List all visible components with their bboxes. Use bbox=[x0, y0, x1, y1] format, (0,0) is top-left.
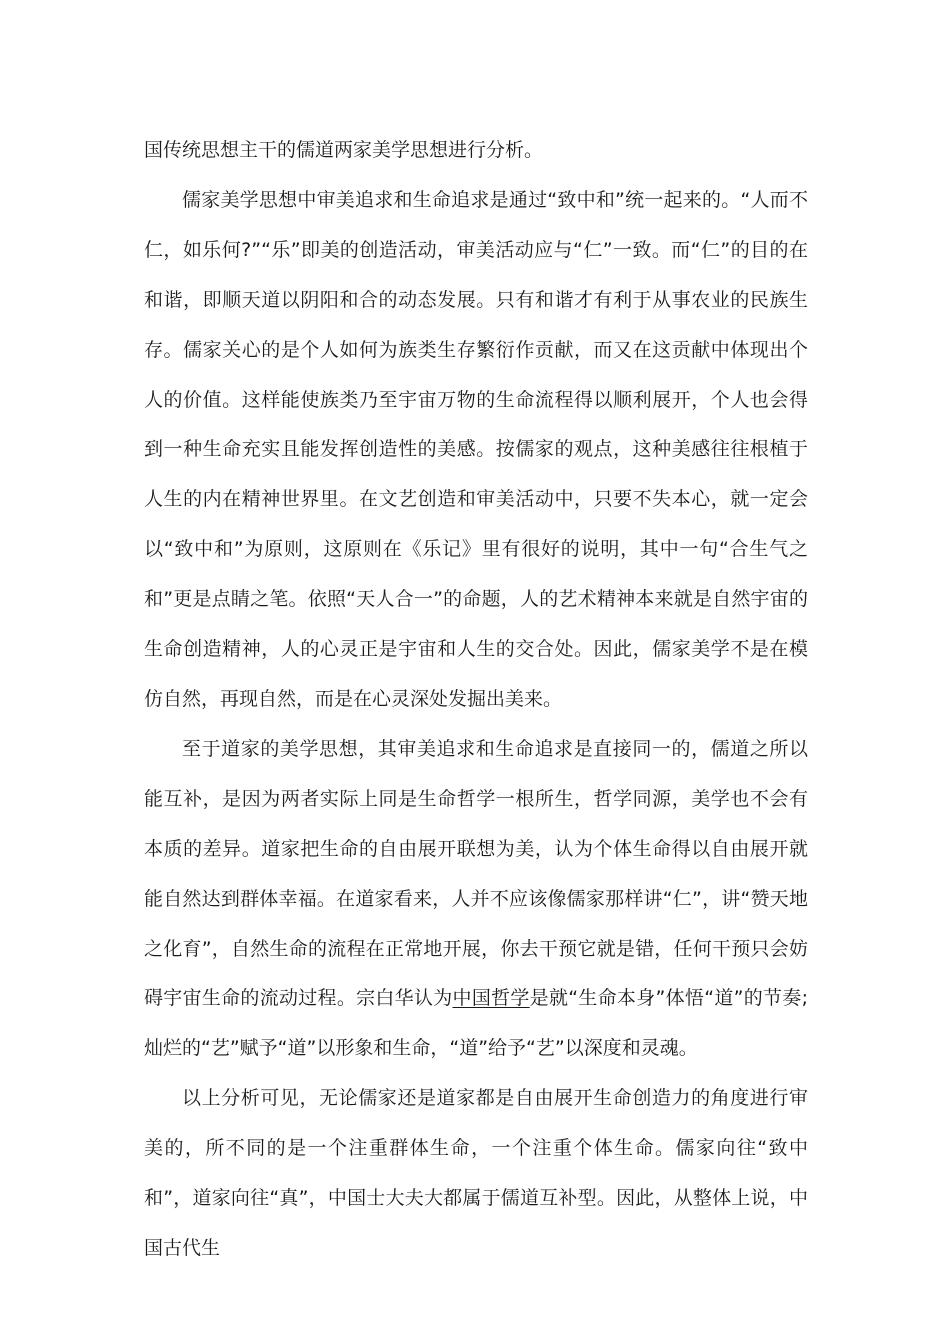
paragraph-taoist-text-end: 是就“生命本身”体悟“道”的节奏;灿烂的“艺”赋予“道”以形象和生命，“道”给予“艺”以深度和灵魂。 bbox=[144, 987, 808, 1060]
body-text bbox=[144, 126, 808, 1274]
paragraph-taoist-text-start: 至于道家的美学思想，其审美追求和生命追求是直接同一的，儒道之所以能互补，是因为两者实际上同是生命哲学一根所生，哲学同源，美学也不会有本质的差异。道家把生命的自由展开联想为美，认为个体生命得以自由展开就能自然达到群体幸福。在道家看来，人并不应该像儒家那样讲“仁”，讲“赞天地之化育”，自然生命的流程在正常地开展，你去干预它就是错，任何干预只会妨碍宇宙生命的流动过程。宗白华认为 bbox=[144, 737, 808, 1010]
paragraph-confucian-aesthetics: 儒家美学思想中审美追求和生命追求是通过“致中和”统一起来的。“人而不仁，如乐何?”“乐”即美的创造活动，审美活动应与“仁”一致。而“仁”的目的在和谐，即顺天道以阴阳和合的动态发展。只有和谐才有利于从事农业的民族生存。儒家关心的是个人如何为族类生存繁衍作贡献，而又在这贡献中体现出个人的价值。这样能使族类乃至宇宙万物的生命流程得以顺利展开，个人也会得到一种生命充实且能发挥创造性的美感。按儒家的观点，这种美感往往根植于人生的内在精神世界里。在文艺创造和审美活动中，只要不失本心，就一定会以“致中和”为原则，这原则在《乐记》里有很好的说明，其中一句“合生气之和”更是点睛之笔。依照“天人合一”的命题，人的艺术精神本来就是自然宇宙的生命创造精神，人的心灵正是宇宙和人生的交合处。因此，儒家美学不是在模仿自然，再现自然，而是在心灵深处发掘出美来。 bbox=[144, 188, 808, 710]
paragraph-conclusion: 以上分析可见，无论儒家还是道家都是自由展开生命创造力的角度进行审美的，所不同的是一个注重群体生命，一个注重个体生命。儒家向往“致中和”，道家向往“真”，中国士大夫大都属于儒道互补型。因此，从整体上说，中国古代生 bbox=[144, 1087, 808, 1259]
paragraph-continuation: 国传统思想主干的儒道两家美学思想进行分析。 bbox=[144, 139, 544, 161]
chinese-philosophy-link[interactable]: 中国哲学 bbox=[452, 987, 530, 1010]
paragraph-taoist-aesthetics bbox=[144, 725, 808, 1074]
